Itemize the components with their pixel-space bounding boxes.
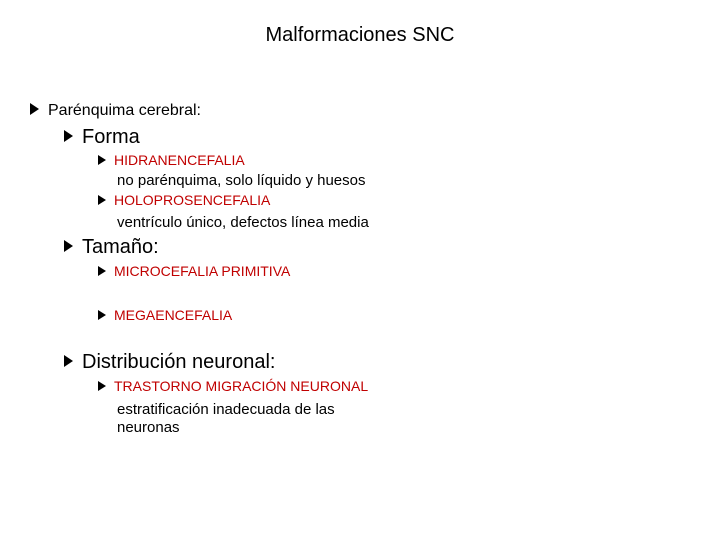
arrow-bullet-icon <box>64 240 73 252</box>
bullet-holoprosencefalia <box>98 192 270 208</box>
bullet-tamano <box>64 236 159 259</box>
bullet-parenquima <box>30 102 201 120</box>
bullet-description: no parénquima, solo líquido y huesos <box>117 172 366 189</box>
bullet-text: Distribución neuronal: <box>82 351 276 373</box>
slide-title: Malformaciones SNC <box>265 24 455 46</box>
bullet-description: ventrículo único, defectos línea media <box>117 214 369 231</box>
bullet-text: HOLOPROSENCEFALIA <box>114 192 271 208</box>
bullet-hidranencefalia <box>98 152 245 168</box>
bullet-trastorno <box>98 378 368 394</box>
bullet-text: HIDRANENCEFALIA <box>114 152 245 168</box>
arrow-bullet-icon <box>64 355 73 367</box>
bullet-distribucion <box>64 351 275 374</box>
bullet-text: Forma <box>82 126 140 148</box>
arrow-bullet-icon <box>30 103 39 115</box>
bullet-text: Tamaño: <box>82 236 159 258</box>
arrow-bullet-icon <box>64 130 73 142</box>
bullet-microcefalia <box>98 263 290 279</box>
bullet-text: Parénquima cerebral: <box>48 102 201 119</box>
bullet-forma <box>64 126 140 149</box>
bullet-text: TRASTORNO MIGRACIÓN NEURONAL <box>114 378 369 394</box>
bullet-text: MEGAENCEFALIA <box>114 307 233 323</box>
arrow-bullet-icon <box>98 310 106 320</box>
arrow-bullet-icon <box>98 195 106 205</box>
arrow-bullet-icon <box>98 266 106 276</box>
bullet-text: MICROCEFALIA PRIMITIVA <box>114 263 291 279</box>
bullet-megaencefalia <box>98 307 232 323</box>
arrow-bullet-icon <box>98 381 106 391</box>
bullet-description: estratificación inadecuada de las <box>117 401 335 418</box>
bullet-description: neuronas <box>117 419 180 436</box>
arrow-bullet-icon <box>98 155 106 165</box>
